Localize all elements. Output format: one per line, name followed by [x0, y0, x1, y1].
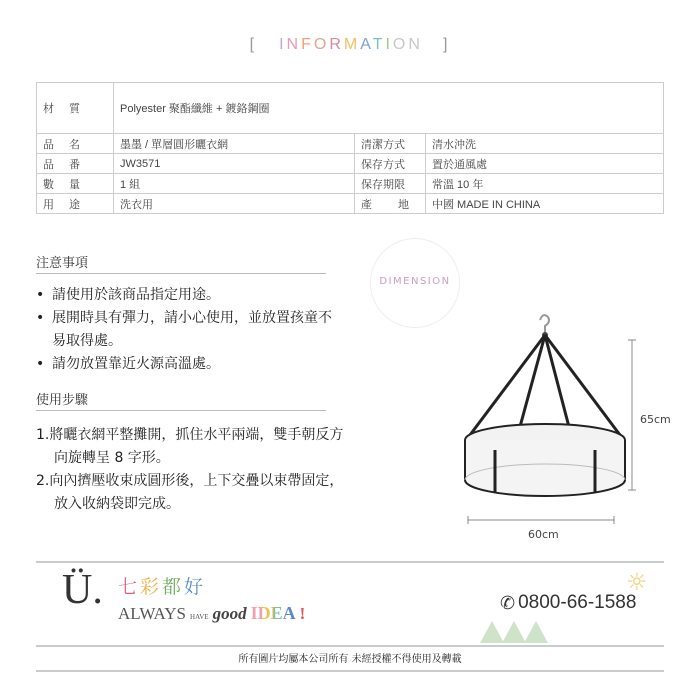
slogan-idea: IDEA	[250, 603, 296, 623]
brand-slogan: ALWAYS HAVE good IDEA !	[118, 603, 306, 623]
title-letter: O	[392, 36, 409, 53]
title-letter: A	[360, 36, 373, 53]
spec-table	[36, 82, 664, 214]
row-value-2: 清水沖洗	[426, 134, 664, 154]
material-value: Polyester 聚酯纖維 + 鍍鉻鋼圈	[114, 83, 664, 134]
row-label-2: 保存方式	[355, 154, 426, 174]
list-item: • 請使用於該商品指定用途。	[36, 287, 220, 303]
row-label: 數 量	[37, 174, 114, 194]
phone-icon: ✆	[500, 592, 516, 613]
title-letter: I	[385, 36, 393, 53]
brand-name-wrap	[118, 572, 206, 599]
title-letter: R	[329, 36, 344, 53]
title-letter: F	[301, 36, 314, 53]
dimension-badge: DIMENSION	[370, 238, 460, 328]
width-dimension: 60cm	[528, 528, 559, 541]
copyright-notice: 所有圖片均屬本公司所有 未經授權不得使用及轉載	[238, 654, 462, 665]
row-value-2: 置於通風處	[426, 154, 664, 174]
title-letter: I	[279, 36, 287, 53]
row-label-2: 清潔方式	[355, 134, 426, 154]
title-letter: O	[313, 36, 330, 53]
title-letter: N	[286, 36, 302, 53]
row-value: 1 組	[114, 174, 355, 194]
title-letter: M	[343, 36, 361, 53]
row-value: 洗衣用	[114, 194, 355, 214]
row-label: 用 途	[37, 194, 114, 214]
title-letter: T	[372, 36, 386, 53]
table-row	[37, 83, 664, 134]
row-value: 墨墨 / 單層圓形曬衣網	[114, 134, 355, 154]
list-item: • 請勿放置靠近火源高溫處。	[36, 356, 220, 372]
steps-list	[36, 424, 350, 516]
list-item: • 展開時具有彈力，請小心使用，並放置孩童不易取得處。	[36, 310, 332, 349]
notes-heading: 注意事項	[36, 256, 89, 271]
table-row	[37, 194, 664, 214]
divider	[36, 273, 326, 274]
row-value-2: 中國 MADE IN CHINA	[426, 194, 664, 214]
height-dimension: 65cm	[640, 413, 671, 426]
title-letter: N	[408, 36, 423, 53]
notes-list	[36, 284, 336, 376]
bracket-close: ]	[442, 36, 451, 53]
bracket-open: [	[249, 36, 258, 53]
steps-heading: 使用步驟	[36, 393, 89, 408]
row-value: JW3571	[114, 154, 355, 174]
material-label	[37, 83, 114, 134]
divider	[36, 645, 664, 647]
divider	[36, 670, 664, 672]
list-item: 1.將曬衣網平整攤開，抓住水平兩端，雙手朝反方向旋轉呈 8 字形。	[36, 427, 344, 466]
brand-name: 七彩都好	[118, 572, 206, 599]
row-label: 品 名	[37, 134, 114, 154]
information-heading	[279, 36, 423, 53]
row-label-2: 保存期限	[355, 174, 426, 194]
list-item: 2.向內擠壓收束成圓形後，上下交疊以束帶固定，放入收納袋即完成。	[36, 473, 344, 512]
row-label: 品 番	[37, 154, 114, 174]
material-label-text: 材 質	[43, 103, 80, 115]
sun-icon: ☼	[626, 568, 648, 596]
row-label-2: 產 地	[355, 194, 426, 214]
divider	[36, 561, 664, 563]
table-row	[37, 134, 664, 154]
table-row	[37, 154, 664, 174]
divider	[36, 410, 326, 411]
brand-logo: Ü.	[62, 567, 103, 613]
phone-number[interactable]: ✆ 0800-66-1588	[500, 592, 637, 613]
table-row	[37, 174, 664, 194]
mountains-decoration	[480, 617, 550, 643]
row-value-2: 常溫 10 年	[426, 174, 664, 194]
section-title	[0, 36, 700, 54]
